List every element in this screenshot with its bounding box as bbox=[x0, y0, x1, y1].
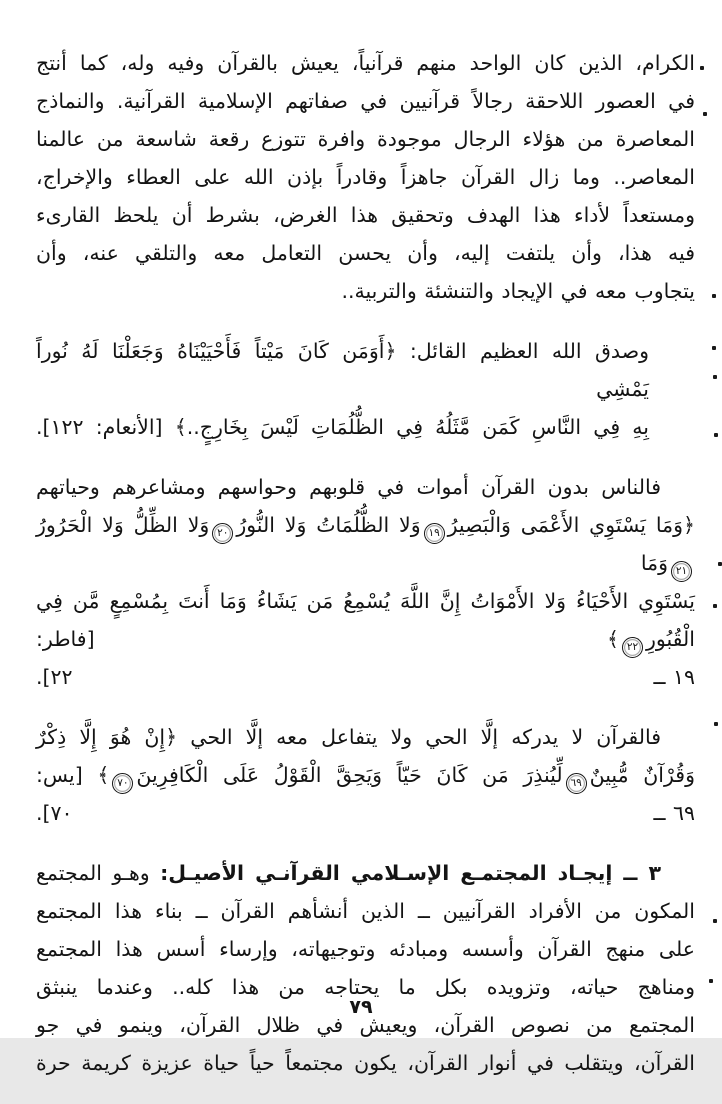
text-segment: ومناهج حياته، وتزويده بكل ما يحتاجه من هذا كله.. وعندما ينبثق bbox=[36, 975, 695, 999]
text-segment: وهـو المجتمع bbox=[36, 861, 161, 885]
text-segment: وصدق الله العظيم القائل: ﴿أَوَمَن كَانَ مَيْتاً فَأَحْيَيْنَاهُ وَجَعَلْنَا لَهُ نُوراً يَمْشِي bbox=[36, 339, 649, 401]
text-segment: على منهج القرآن وأسسه ومبادئه وتوجيهاته، وإرساء أسس هذا المجتمع bbox=[36, 937, 695, 961]
citation-left: ٢٢]. bbox=[36, 665, 73, 689]
text-line bbox=[36, 930, 695, 968]
scan-speck bbox=[713, 375, 717, 379]
text-segment: المعاصر.. وما زال القرآن جاهزاً وقادراً بإذن الله على العطاء والإخراج، bbox=[36, 165, 695, 189]
scan-speck bbox=[712, 346, 716, 350]
text-line bbox=[36, 854, 695, 892]
text-line bbox=[36, 44, 695, 82]
scan-speck bbox=[718, 562, 722, 566]
text-line bbox=[36, 506, 695, 582]
text-segment: الكرام، الذين كان الواحد منهم قرآنياً، يعيش بالقرآن وفيه وله، كما أنتج bbox=[36, 51, 695, 75]
text-segment: ﴿وَمَا يَسْتَوِي الأَعْمَى وَالْبَصِيرُ bbox=[447, 513, 695, 537]
text-line bbox=[36, 1044, 695, 1082]
aya-number-medallion: ١٩ bbox=[424, 523, 445, 544]
paragraph bbox=[36, 718, 695, 832]
citation-right: ٦٩ ــ bbox=[653, 801, 695, 825]
text-segment: وَلا الظُّلُمَاتُ وَلا النُّورُ bbox=[236, 513, 421, 537]
scan-speck bbox=[709, 979, 713, 983]
text-segment: ومستعداً لأداء هذا الهدف وتحقيق هذا الغرض، بشرط أن يلحظ القارىء bbox=[36, 203, 695, 227]
aya-number-medallion: ٢١ bbox=[671, 561, 692, 582]
text-segment: وَمَا bbox=[640, 551, 668, 575]
aya-number-medallion: ٧٠ bbox=[112, 773, 133, 794]
text-segment: يتجاوب معه في الإيجاد والتنشئة والتربية.. bbox=[341, 279, 695, 303]
paragraph bbox=[36, 332, 695, 446]
text-line bbox=[36, 582, 695, 658]
section-heading-text: ٣ ــ إيجـاد المجتمـع الإسـلامي القرآنـي الأصيـل: bbox=[160, 861, 661, 885]
scan-speck bbox=[703, 112, 707, 116]
text-segment: المكون من الأفراد القرآنيين ــ الذين أنشأهم القرآن ــ بناء هذا المجتمع bbox=[36, 899, 695, 923]
text-segment: يَسْتَوِي الأَحْيَاءُ وَلا الأَمْوَاتُ إِنَّ اللَّهَ يُسْمِعُ مَن يَشَاءُ وَمَا أَنتَ بِمُسْمِعٍ مَّن فِي الْقُبُورِ bbox=[36, 589, 695, 651]
page-text-block bbox=[36, 44, 695, 1104]
text-segment: المعاصرة من هؤلاء الرجال موجودة وافرة تتوزع رقعة شاسعة من عالمنا bbox=[36, 127, 695, 151]
paragraph bbox=[36, 44, 695, 310]
page-number: ٧٩ bbox=[349, 996, 373, 1018]
paragraph bbox=[36, 468, 695, 696]
text-line bbox=[36, 892, 695, 930]
text-segment: وَلا الظِّلُّ وَلا الْحَرُورُ bbox=[36, 513, 210, 537]
scan-speck bbox=[713, 919, 717, 923]
text-line bbox=[36, 332, 649, 408]
text-segment: بِهِ فِي النَّاسِ كَمَن مَّثَلُهُ فِي الظُّلُمَاتِ لَيْسَ بِخَارِجٍ..﴾ [الأنعام: ١٢٢]. bbox=[36, 415, 649, 439]
text-line bbox=[36, 120, 695, 158]
citation-range-line bbox=[36, 794, 695, 832]
text-line bbox=[36, 718, 695, 756]
text-line bbox=[36, 468, 695, 506]
text-line bbox=[36, 158, 695, 196]
text-line bbox=[36, 272, 695, 310]
scan-speck bbox=[713, 604, 717, 608]
citation-right: ١٩ ــ bbox=[653, 665, 695, 689]
aya-number-medallion: ٢٠ bbox=[212, 523, 233, 544]
text-segment: ﴾ [فاطر: bbox=[36, 627, 619, 651]
scan-speck bbox=[712, 294, 716, 298]
text-segment: القرآن، ويتقلب في أنوار القرآن، يكون مجتمعاً حياً حياة عزيزة كريمة حرة bbox=[36, 1051, 695, 1075]
text-segment: فيه هذا، وأن يلتفت إليه، وأن يحسن التعامل معه والتلقي عنه، وأن bbox=[36, 241, 695, 265]
text-segment: لِّيُنذِرَ مَن كَانَ حَيّاً وَيَحِقَّ الْقَوْلُ عَلَى الْكَافِرِينَ bbox=[136, 763, 563, 787]
aya-number-medallion: ٦٩ bbox=[566, 773, 587, 794]
citation-range-line bbox=[36, 658, 695, 696]
text-segment: فالقرآن لا يدركه إلَّا الحي ولا يتفاعل معه إلَّا الحي ﴿إِنْ هُوَ إِلَّا ذِكْرٌ bbox=[36, 725, 661, 749]
paragraph bbox=[36, 854, 695, 1082]
text-segment: المجتمع من نصوص القرآن، ويعيش في ظلال القرآن، وينمو في جو bbox=[36, 1013, 695, 1037]
aya-number-medallion: ٢٢ bbox=[622, 637, 643, 658]
text-segment: في العصور اللاحقة رجالاً قرآنيين في صفاتهم الإسلامية القرآنية. والنماذج bbox=[36, 89, 695, 113]
text-line bbox=[36, 756, 695, 794]
text-line bbox=[36, 196, 695, 234]
text-line bbox=[36, 234, 695, 272]
scan-speck bbox=[700, 66, 704, 70]
scan-speck bbox=[714, 722, 718, 726]
citation-left: ٧٠]. bbox=[36, 801, 73, 825]
text-segment: فالناس بدون القرآن أموات في قلوبهم وحواسهم ومشاعرهم وحياتهم bbox=[36, 475, 661, 499]
scan-speck bbox=[714, 433, 718, 437]
text-segment: وَقُرْآنٌ مُّبِينٌ bbox=[589, 763, 695, 787]
text-segment: ﴾ [يس: bbox=[36, 763, 110, 787]
text-line bbox=[36, 82, 695, 120]
text-line bbox=[36, 408, 649, 446]
